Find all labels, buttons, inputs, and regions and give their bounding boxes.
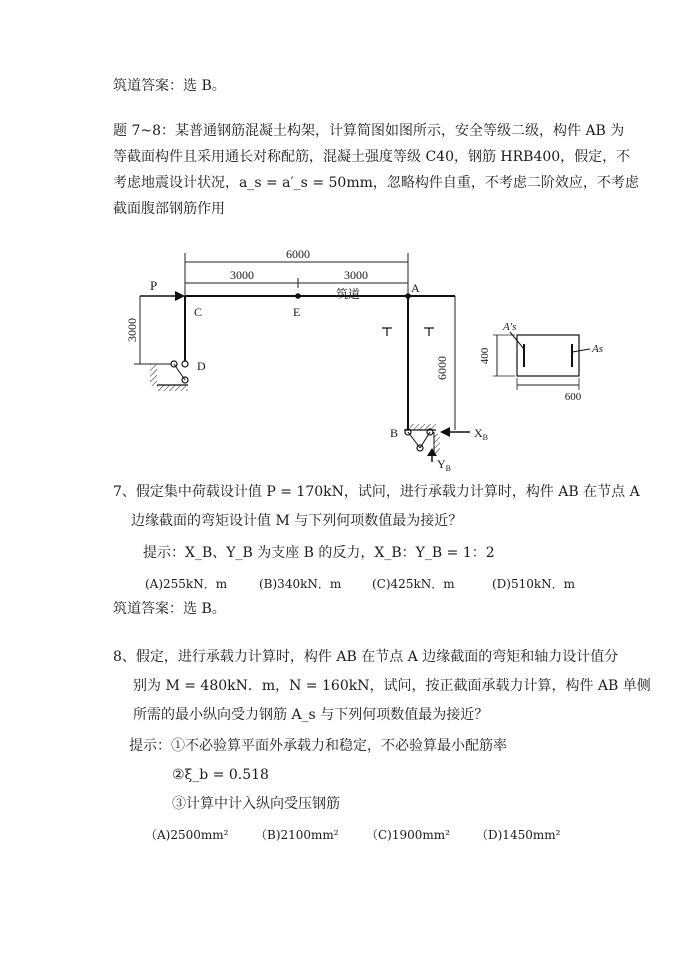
q7-option-d[interactable]: (D)510kN．m (492, 577, 576, 591)
problem-line-1: 题 7~8：某普通钢筋混凝土构架，计算简图如图所示，安全等级二级，构件 AB 为 (113, 123, 625, 139)
section-b-label: 600 (564, 391, 582, 403)
q8-option-d[interactable]: （D)1450mm² (476, 828, 561, 842)
label-E: E (293, 305, 301, 319)
q8-line-2: 别为 M = 480kN．m，N = 160kN，试问，按正截面承载力计算，构件 AB 单侧 (133, 678, 651, 694)
node-E (295, 293, 301, 299)
q8-option-a[interactable]: （A)2500mm² (145, 828, 229, 842)
dimension-left-3000 (125, 296, 172, 364)
q8-line-3: 所需的最小纵向受力钢筋 A_s 与下列何项数值最为接近？ (133, 707, 489, 723)
load-P-arrow (140, 278, 185, 301)
rebar-right-label: As (592, 343, 603, 355)
q7-option-a[interactable]: (A)255kN．m (145, 577, 228, 591)
problem-line-3: 考虑地震设计状况，a_s = a′_s = 50mm，忽略构件自重，不考虑二阶效应，不考虑 (113, 175, 639, 191)
dim-total-label: 6000 (286, 247, 310, 261)
rebar-top-label: A′s (503, 321, 517, 333)
watermark: 筑道 (336, 287, 361, 301)
q7-line-2: 边缘截面的弯矩设计值 M 与下列何项数值最为接近？ (131, 513, 463, 529)
q7-answer: 筑道答案：选 B。 (113, 601, 226, 617)
answer-line: 筑道答案：选 B。 (113, 78, 226, 94)
svg-text:XB (474, 426, 488, 442)
q8-hint-3: ③计算中计入纵向受压钢筋 (172, 796, 340, 812)
label-XB-sub: B (482, 433, 489, 442)
q8-line-1: 8、假定，进行承载力计算时，构件 AB 在节点 A 边缘截面的弯矩和轴力设计值分 (113, 649, 619, 665)
label-XB: X (474, 426, 483, 440)
label-C: C (194, 305, 203, 319)
problem-line-2: 等截面构件且采用通长对称配筋，混凝土强度等级 C40，钢筋 HRB400，假定，不 (113, 149, 631, 165)
q7-hint: 提示：X_B、Y_B 为支座 B 的反力，X_B：Y_B = 1：2 (143, 545, 495, 561)
section-h-label: 400 (479, 347, 491, 365)
q8-hint-1: 提示：①不必验算平面外承载力和稳定，不必验算最小配筋率 (129, 738, 507, 754)
dimension-3000-3000 (185, 268, 408, 288)
label-P: P (150, 278, 158, 293)
q7-line-1: 7、假定集中荷载设计值 P = 170kN，试问，进行承载力计算时，构件 AB 在节点 A (113, 484, 640, 500)
reaction-XB-arrow (440, 426, 488, 442)
dim-left-label: 3000 (230, 268, 254, 282)
q8-hint-2: ②ξ_b = 0.518 (172, 767, 269, 783)
q7-option-c[interactable]: (C)425kN．m (372, 577, 455, 591)
dim-right-label: 3000 (344, 268, 368, 282)
q8-option-b[interactable]: （B)2100mm² (255, 828, 339, 842)
cross-section (479, 321, 603, 403)
label-YB-sub: B (445, 464, 452, 473)
node-A (405, 293, 411, 299)
dim-height-right: 6000 (435, 356, 449, 380)
svg-text:YB (437, 457, 451, 473)
dimension-6000 (185, 247, 408, 296)
q7-option-b[interactable]: (B)340kN．m (259, 577, 342, 591)
label-D: D (197, 359, 206, 373)
problem-line-4: 截面腹部钢筋作用 (113, 201, 225, 217)
support-D (150, 361, 188, 391)
q8-option-c[interactable]: （C)1900mm² (366, 828, 450, 842)
label-A: A (411, 281, 420, 295)
label-B: B (390, 426, 399, 440)
label-YB: Y (437, 457, 446, 471)
dim-height-left: 3000 (125, 318, 139, 342)
